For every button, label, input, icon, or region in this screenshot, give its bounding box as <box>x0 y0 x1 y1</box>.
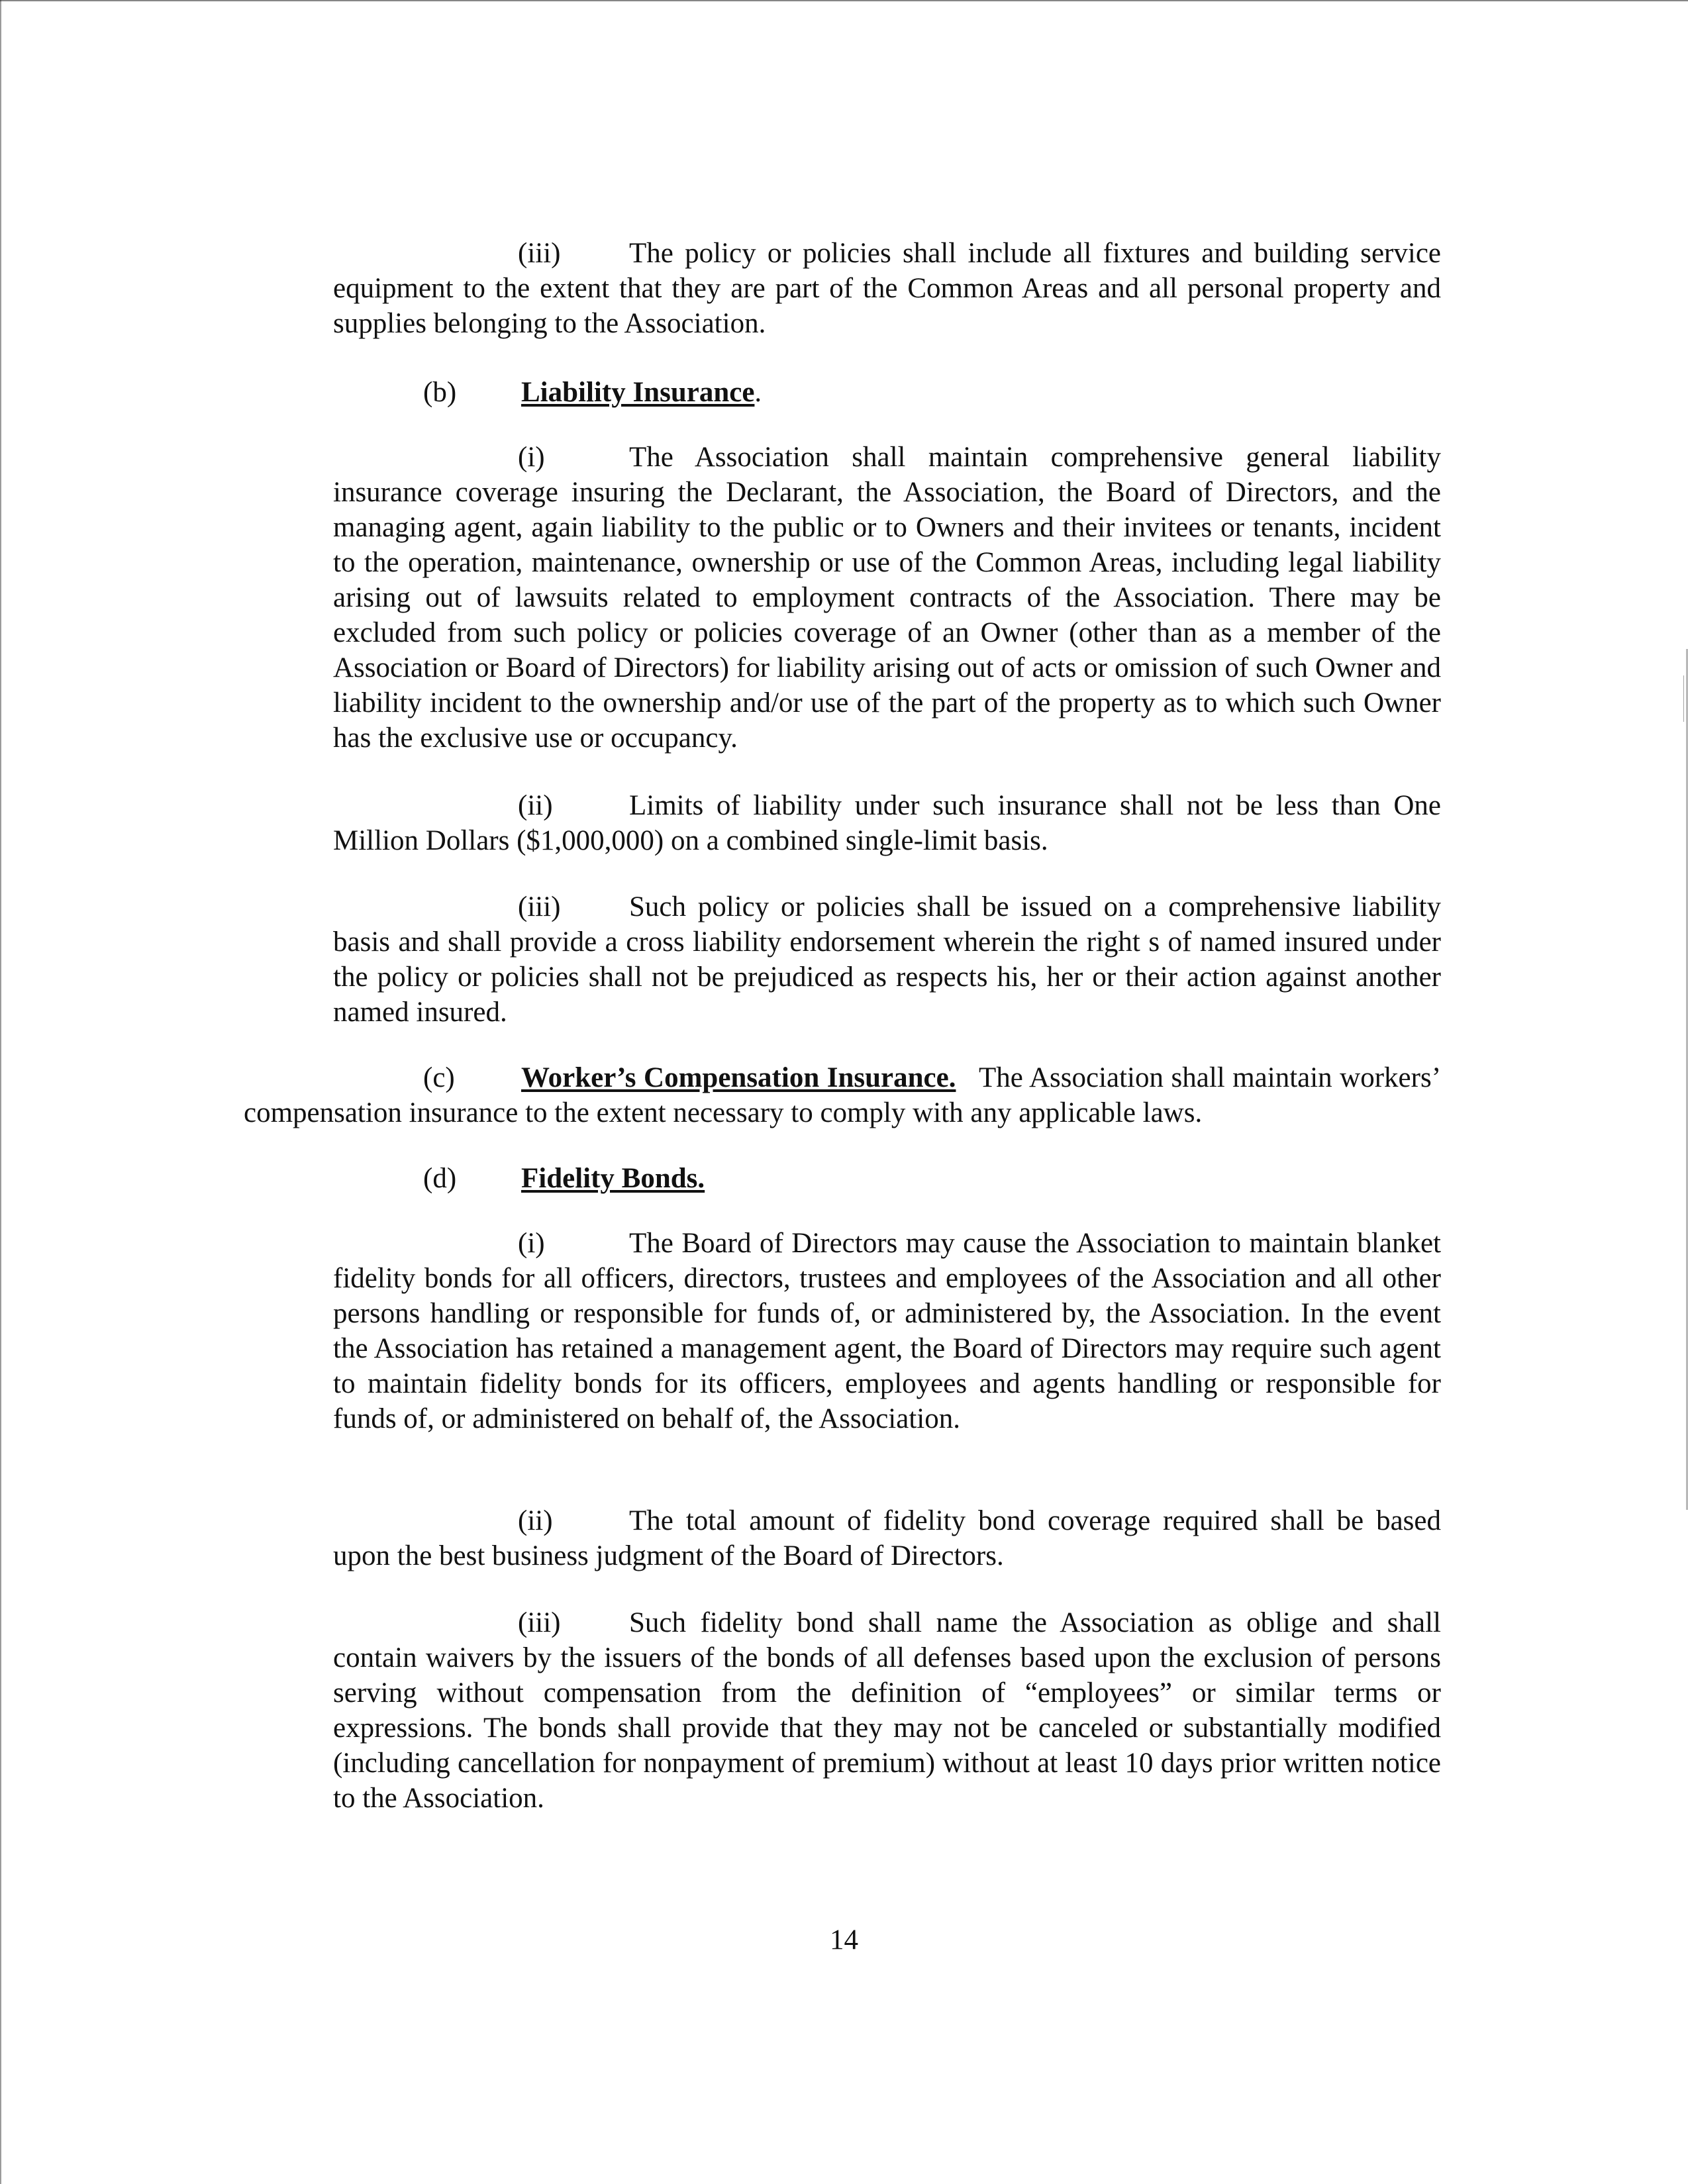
paragraph-text: The Association shall maintain workers’ compensation insurance to the extent necessary to comply with any applicable laws. <box>244 1062 1442 1128</box>
paragraph-d-ii <box>333 1503 1441 1573</box>
paragraph-b-i <box>333 440 1441 756</box>
paragraph-d-iii <box>333 1605 1441 1816</box>
section-title: Worker’s Compensation Insurance. <box>521 1062 956 1093</box>
section-label: (d) <box>423 1163 457 1194</box>
paragraph-text: Such policy or policies shall be issued on a comprehensive liability basis and shall provide a cross liability endorsement wherein the right s of named insured under the policy or policies shall not be prejudiced as respects his, her or their action against another named insured. <box>333 891 1441 1028</box>
section-label: (c) <box>423 1062 455 1093</box>
paragraph-text: The policy or policies shall include all fixtures and building service equipment to the extent that they are part of the Common Areas and all personal property and supplies belonging to the Association. <box>333 238 1441 339</box>
paragraph-text: The Association shall maintain comprehensive general liability insurance coverage insuring the Declarant, the Association, the Board of Directors, and the managing agent, again liability to the public or to Owners and their invitees or tenants, incident to the operation, maintenance, ownership or use of the Common Areas, including legal liability arising out of lawsuits related to employment contracts of the Association. There may be excluded from such policy or policies coverage of an Owner (other than as a member of the Association or Board of Directors) for liability arising out of acts or omission of such Owner and liability incident to the ownership and/or use of the part of the property as to which such Owner has the exclusive use or occupancy. <box>333 442 1441 754</box>
section-heading-d <box>333 1161 705 1196</box>
paragraph-label: (iii) <box>518 891 561 922</box>
paragraph-b-iii <box>333 889 1441 1030</box>
section-label: (b) <box>423 377 457 408</box>
page-number: 14 <box>830 1924 858 1956</box>
section-title: Liability Insurance <box>521 377 755 408</box>
section-heading-b <box>333 375 762 410</box>
scan-edge-top <box>0 0 1688 1</box>
paragraph-label: (i) <box>518 1228 545 1259</box>
paragraph-text: The Board of Directors may cause the Association to maintain blanket fidelity bonds for all officers, directors, trustees and employees of the Association and all other persons handling or responsible for funds of, or administered by, the Association. In the event the Association has retained a management agent, the Board of Directors may require such agent to maintain fidelity bonds for its officers, employees and agents handling or responsible for funds of, or administered on behalf of, the Association. <box>333 1228 1441 1434</box>
paragraph-text: The total amount of fidelity bond coverage required shall be based upon the best business judgment of the Board of Directors. <box>333 1505 1441 1571</box>
paragraph-label: (iii) <box>518 238 561 269</box>
paragraph-text: Limits of liability under such insurance shall not be less than One Million Dollars ($1,000,000) on a combined single-limit basis. <box>333 790 1441 856</box>
paragraph-label: (ii) <box>518 790 553 821</box>
paragraph-d-i <box>333 1226 1441 1436</box>
section-title-suffix: . <box>754 377 762 408</box>
paragraph-b-ii <box>333 788 1441 858</box>
paragraph-label: (ii) <box>518 1505 553 1536</box>
paragraph-label: (iii) <box>518 1607 561 1638</box>
paragraph-c <box>244 1060 1441 1130</box>
paragraph-a-iii <box>333 236 1441 341</box>
scan-edge-left <box>0 0 1 2184</box>
paragraph-text: Such fidelity bond shall name the Association as oblige and shall contain waivers by the issuers of the bonds of all defenses based upon the exclusion of persons serving without compensation from the definition of “employees” or similar terms or expressions. The bonds shall provide that they may not be canceled or substantially modified (including cancellation for nonpayment of premium) without at least 10 days prior written notice to the Association. <box>333 1607 1441 1814</box>
section-title: Fidelity Bonds. <box>521 1163 705 1194</box>
scan-edge-right-mark <box>1683 675 1684 722</box>
paragraph-label: (i) <box>518 442 545 473</box>
